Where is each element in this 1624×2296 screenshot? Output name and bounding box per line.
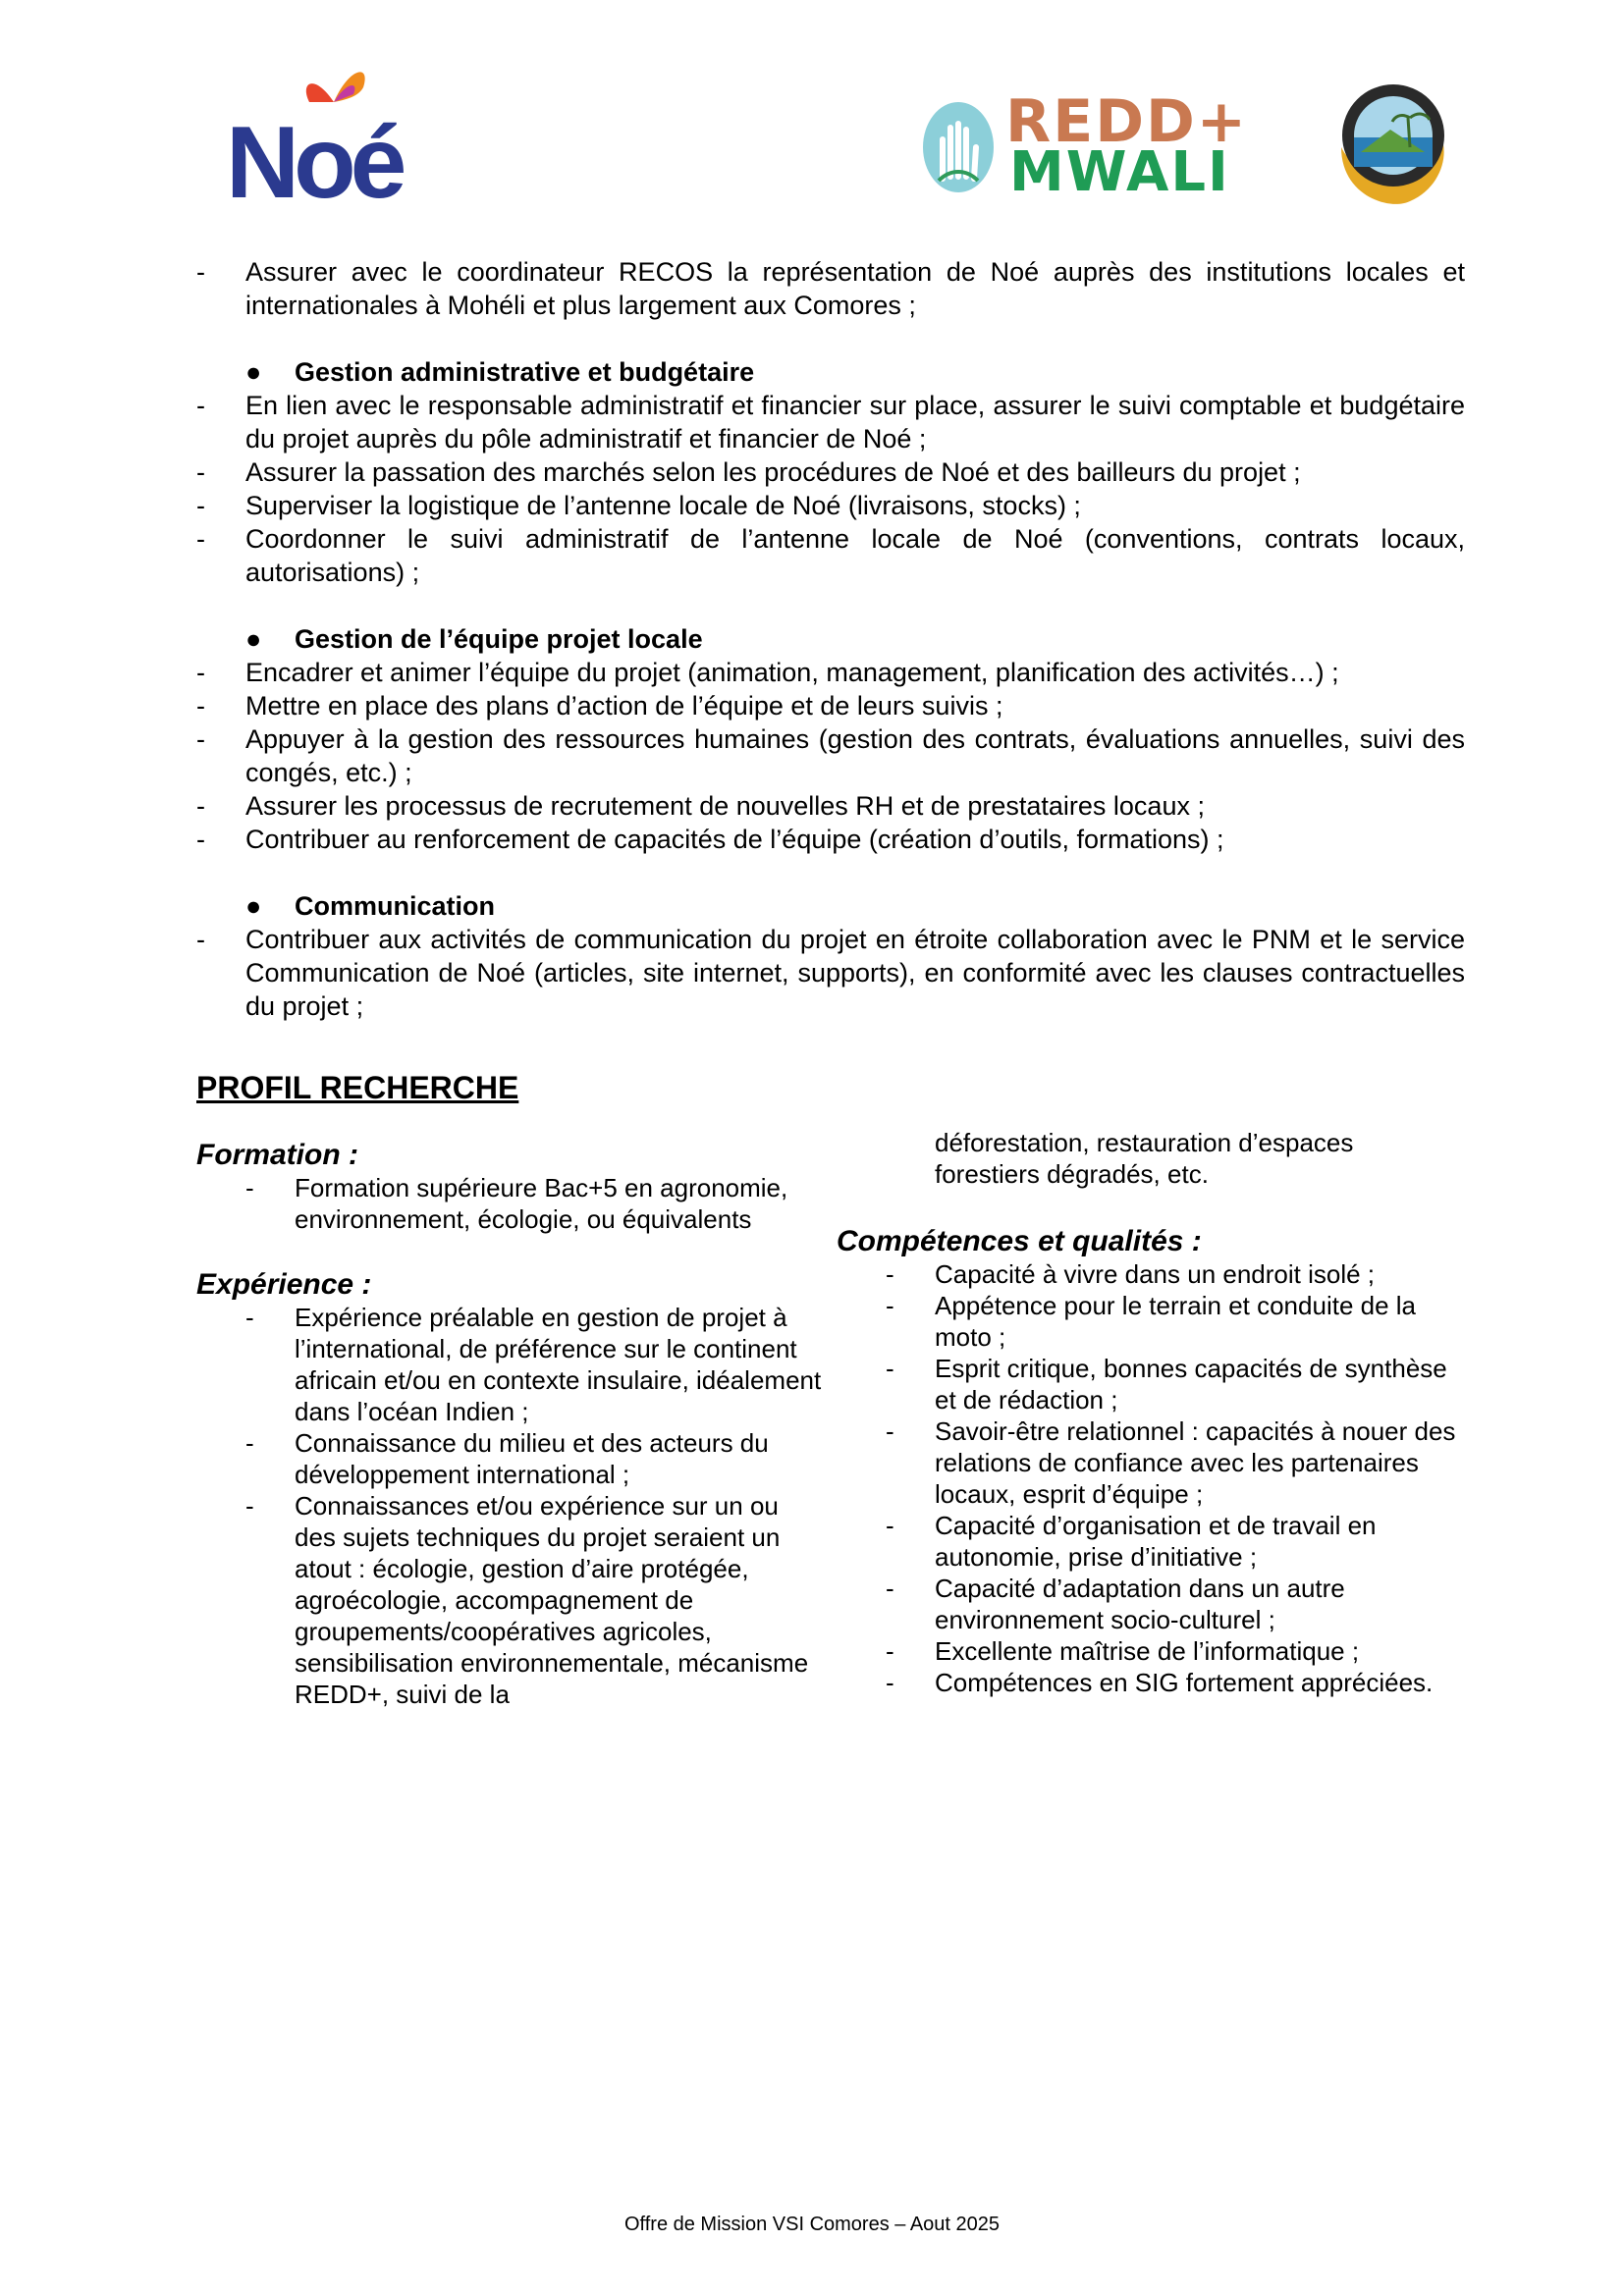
section-heading-administrative: ● Gestion administrative et budgétaire [245, 357, 755, 387]
list-item: - Encadrer et animer l’équipe du projet (animation, management, planification des activités…) ; [196, 658, 1339, 687]
profile-left-column [196, 1139, 825, 1710]
list-item: - Connaissance du milieu et des acteurs du développement international ; [245, 1428, 769, 1489]
redd-logo-line1: REDD+ [1005, 87, 1249, 156]
list-item: - Appétence pour le terrain et conduite de la moto ; [886, 1291, 1417, 1352]
list-item: - Connaissances et/ou expérience sur un ou des sujets techniques du projet seraient un atout : écologie, gestion d’aire protégée, agroécologie, accompagnement de groupements/coopératives agricoles, sensibilisation environnementale, mécanisme REDD+, suivi de la [245, 1491, 809, 1709]
profile-section-title: PROFIL RECHERCHE [196, 1070, 519, 1105]
list-item: - Assurer les processus de recrutement de nouvelles RH et de prestataires locaux ; [196, 791, 1205, 821]
list-item: - Formation supérieure Bac+5 en agronomie, environnement, écologie, ou équivalents [245, 1173, 788, 1234]
list-item: - Coordonner le suivi administratif de l’antenne locale de Noé (conventions, contrats locaux, autorisations) ; [196, 524, 1465, 587]
list-item: - Assurer la passation des marchés selon les procédures de Noé et des bailleurs du projet ; [196, 457, 1301, 487]
hand-leaf-icon [921, 100, 996, 194]
list-item: - Esprit critique, bonnes capacités de synthèse et de rédaction ; [886, 1354, 1447, 1415]
bullet-dot-icon: ● [245, 891, 262, 921]
list-item: - Capacité d’organisation et de travail en autonomie, prise d’initiative ; [886, 1511, 1377, 1572]
experience-title: Expérience : [196, 1268, 372, 1301]
bullet-dot-icon: ● [245, 624, 262, 654]
formation-title: Formation : [196, 1139, 358, 1171]
noe-logo [226, 63, 412, 220]
list-item: - Capacité d’adaptation dans un autre environnement socio-culturel ; [886, 1574, 1345, 1634]
list-item-text: Assurer avec le coordinateur RECOS la représentation de Noé auprès des institutions locales et internationales à Mohéli et plus largement aux Comores ; [245, 257, 1465, 320]
skills-title: Compétences et qualités : [837, 1225, 1202, 1257]
page-footer: Offre de Mission VSI Comores – Aout 2025 [623, 2214, 1001, 2235]
park-seal-logo [1331, 79, 1455, 206]
redd-logo-line2: MWALI [1009, 140, 1230, 204]
list-item: - Superviser la logistique de l’antenne locale de Noé (livraisons, stocks) ; [196, 491, 1081, 520]
list-item: - Compétences en SIG fortement appréciées. [886, 1668, 1434, 1697]
list-item: - Capacité à vivre dans un endroit isolé ; [886, 1259, 1376, 1289]
seal-icon [1331, 79, 1455, 206]
list-item: - Mettre en place des plans d’action de l’équipe et de leurs suivis ; [196, 691, 1003, 721]
list-item: - Expérience préalable en gestion de projet à l’international, de préférence sur le continent africain et/ou en contexte insulaire, idéalement dans l’océan Indien ; [245, 1303, 822, 1426]
list-item: - Excellente maîtrise de l’informatique ; [886, 1636, 1360, 1666]
list-item: - Contribuer aux activités de communication du projet en étroite collaboration avec le PNM et le service Communication de Noé (articles, site internet, supports), en conformité avec les clauses contractuelles du projet ; [196, 925, 1465, 1021]
list-item: - En lien avec le responsable administratif et financier sur place, assurer le suivi comptable et budgétaire du projet auprès du pôle administratif et financier de Noé ; [196, 391, 1465, 454]
redd-mwali-logo [921, 87, 1294, 204]
list-item-continuation: déforestation, restauration d’espaces forestiers dégradés, etc. [935, 1128, 1354, 1189]
bullet-dot-icon: ● [245, 357, 262, 387]
list-item: - Contribuer au renforcement de capacités de l’équipe (création d’outils, formations) ; [196, 825, 1224, 854]
profile-right-column [837, 1128, 1465, 1698]
section-heading-team: ● Gestion de l’équipe projet locale [245, 624, 703, 654]
list-item: - Savoir-être relationnel : capacités à nouer des relations de confiance avec les partenaires locaux, esprit d’équipe ; [886, 1416, 1456, 1509]
list-item: - Appuyer à la gestion des ressources humaines (gestion des contrats, évaluations annuelles, suivi des congés, etc.) ; [196, 724, 1465, 787]
noe-logo-text: Noé [226, 106, 402, 220]
list-item: - Assurer avec le coordinateur RECOS la représentation de Noé auprès des institutions locales et internationales à Mohéli et plus largement aux Comores ; [196, 257, 1465, 320]
section-heading-communication: ● Communication [245, 891, 496, 921]
main-content [196, 255, 1465, 1107]
